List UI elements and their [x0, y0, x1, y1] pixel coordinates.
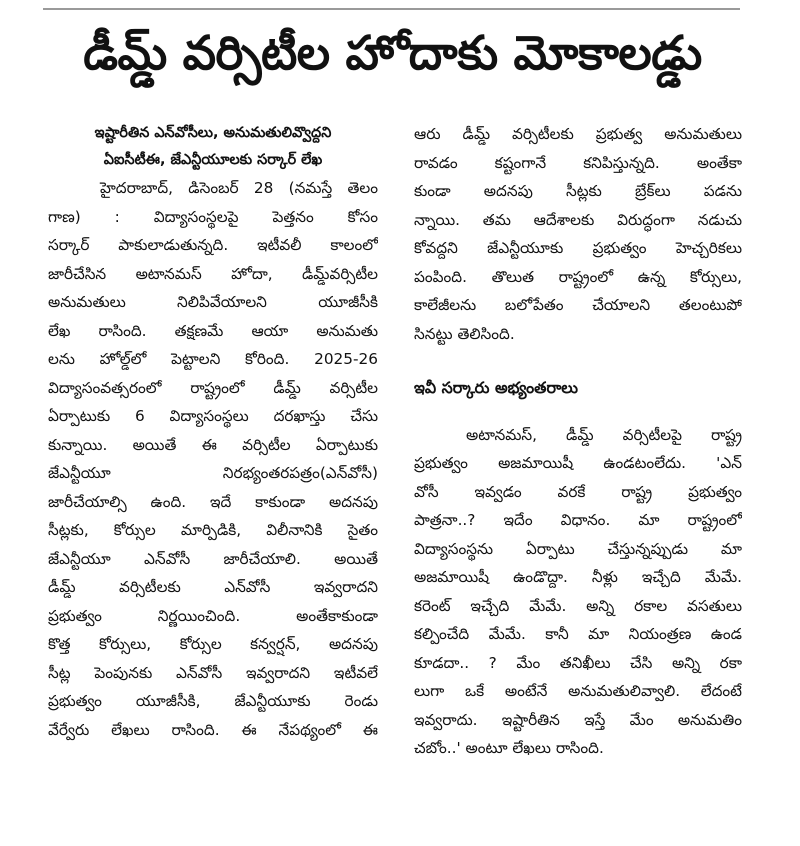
left-body: [48, 174, 378, 744]
body-line: కల్పించేది మేమే. కానీ మా నియంత్రణ ఉండ: [414, 625, 742, 643]
body-line: కోవద్దని జేఎన్టీయూకు ప్రభుత్వం హెచ్చరికలు: [414, 239, 742, 257]
body-line: పాత్రనా..? ఇదేం విధానం. మా రాష్ట్రంలో: [414, 511, 742, 529]
body-line: ప్రభుత్వం నిర్ణయించింది. అంతేకాకుండా: [48, 606, 378, 625]
right-body: [414, 120, 742, 348]
body-line: న్నాయి. తమ ఆదేశాలకు విరుద్ధంగా నడుచు: [414, 210, 742, 229]
body-line: గాణ) : విద్యాసంస్థలపై పెత్తనం కోసం: [48, 207, 378, 226]
body-line: వేర్వేరు లేఖలు రాసింది. ఈ నేపథ్యంలో ఈ: [48, 720, 378, 739]
body-line: విద్యాసంవత్సరంలో రాష్ట్రంలో డీమ్డ్ వర్సిటీల: [48, 378, 378, 397]
body-line: కున్నాయి. అయితే ఈ వర్సిటీల ఏర్పాటుకు: [48, 435, 378, 454]
left-column: [48, 120, 378, 744]
body-line: వోసీ ఇవ్వడం వరకే రాష్ట్ర ప్రభుత్వం: [414, 482, 742, 501]
right-column: [414, 120, 742, 763]
body-line: లను హోల్డ్‌లో పెట్టాలని కోరింది. 2025-26: [48, 350, 378, 368]
body-line: ప్రభుత్వం యూజీసీకి, జేఎన్టీయూకు రెండు: [48, 692, 378, 710]
right-body-2: [414, 421, 742, 763]
body-line: లేఖ రాసింది. తక్షణమే ఆయా అనుమతు: [48, 321, 378, 340]
body-line: అటానమస్, డీమ్డ్ వర్సిటీలపై రాష్ట్ర: [466, 425, 742, 444]
body-line: రావడం కష్టంగానే కనిపిస్తున్నది. అంతేకా: [414, 153, 742, 172]
body-line: అనుమతులు నిలిపివేయాలని యూజీసీకి: [48, 293, 378, 311]
body-line: హైదరాబాద్, డిసెంబర్ 28 (నమస్తే తెలం: [100, 179, 378, 197]
body-line: కుండా అదనపు సీట్లకు బ్రేక్‌లు పడను: [414, 182, 742, 200]
deck: [48, 120, 378, 174]
body-line: కరెంట్ ఇచ్చేది మేమే. అన్ని రకాల వసతులు: [414, 596, 742, 615]
body-line: జారీచేయాల్సి ఉంది. ఇదే కాకుండా అదనపు: [48, 492, 378, 511]
body-line: జారీచేసిన అటానమస్ హోదా, డీమ్డ్‌వర్సిటీల: [48, 264, 378, 283]
body-line: కాలేజీలను బలోపేతం చేయాలని తలంటుపో: [414, 296, 742, 314]
body-line: ఏర్పాటుకు 6 విద్యాసంస్థలు దరఖాస్తు చేసు: [48, 407, 378, 425]
body-line: ఇవ్వరాదు. ఇష్టారీతిన ఇస్తే మేం అనుమతిం: [414, 710, 742, 729]
body-line: అజమాయిషీ ఉండొద్దా. నీళ్లు ఇచ్చేది మేమే.: [414, 568, 742, 586]
body-line: జేఎన్టీయూ నిరభ్యంతరపత్రం(ఎన్‌వోసీ): [48, 464, 378, 482]
body-line: పంపింది. తొలుత రాష్ట్రంలో ఉన్న కోర్సులు,: [414, 267, 742, 286]
deck-line: ఇష్టారీతిన ఎన్‌వోసీలు, అనుమతులివ్వొద్దని: [94, 125, 332, 141]
body-line: చబోం..' అంటూ లేఖలు రాసింది.: [414, 739, 604, 757]
body-line: కూడదా.. ? మేం తనిఖీలు చేసి అన్ని రకా: [414, 653, 742, 672]
body-line: సినట్టు తెలిసింది.: [414, 324, 515, 343]
body-line: కొత్త కోర్సులు, కోర్సుల కన్వర్షన్, అదనపు: [48, 635, 378, 653]
body-line: విద్యాసంస్థను ఏర్పాటు చేస్తున్నప్పుడు మా: [414, 539, 742, 558]
body-line: సీట్ల పెంపునకు ఎన్‌వోసీ ఇవ్వరాదని ఇటీవలే: [48, 663, 378, 682]
deck-line: ఏఐసీటీఈ, జేఎన్టీయూలకు సర్కార్ లేఖ: [103, 152, 323, 168]
body-line: సీట్లకు, కోర్సుల మార్పిడికి, విలీనానికి సైతం: [48, 521, 378, 539]
body-line: ఆరు డీమ్డ్ వర్సిటీలకు ప్రభుత్వ అనుమతులు: [414, 125, 742, 143]
body-line: ప్రభుత్వం అజమాయిషీ ఉండటంలేదు. 'ఎన్: [414, 454, 742, 472]
body-line: జేఎన్టీయూ ఎన్‌వోసీ జారీచేయాలి. అయితే: [48, 549, 378, 568]
section-subhead: ఇవీ సర్కారు అభ్యంతరాలు: [414, 378, 578, 397]
body-line: సర్కార్ పాకులాడుతున్నది. ఇటీవలీ కాలంలో: [48, 236, 378, 254]
top-rule: [43, 8, 740, 10]
headline: డీమ్డ్ వర్సిటీల హోదాకు మోకాలడ్డు: [83, 26, 702, 81]
body-line: డీమ్డ్ వర్సిటీలకు ఎన్‌వోసీ ఇవ్వరాదని: [48, 578, 378, 596]
body-line: లుగా ఒకే అంటేనే అనుమతులివ్వాలి. లేదంటే: [414, 682, 742, 700]
